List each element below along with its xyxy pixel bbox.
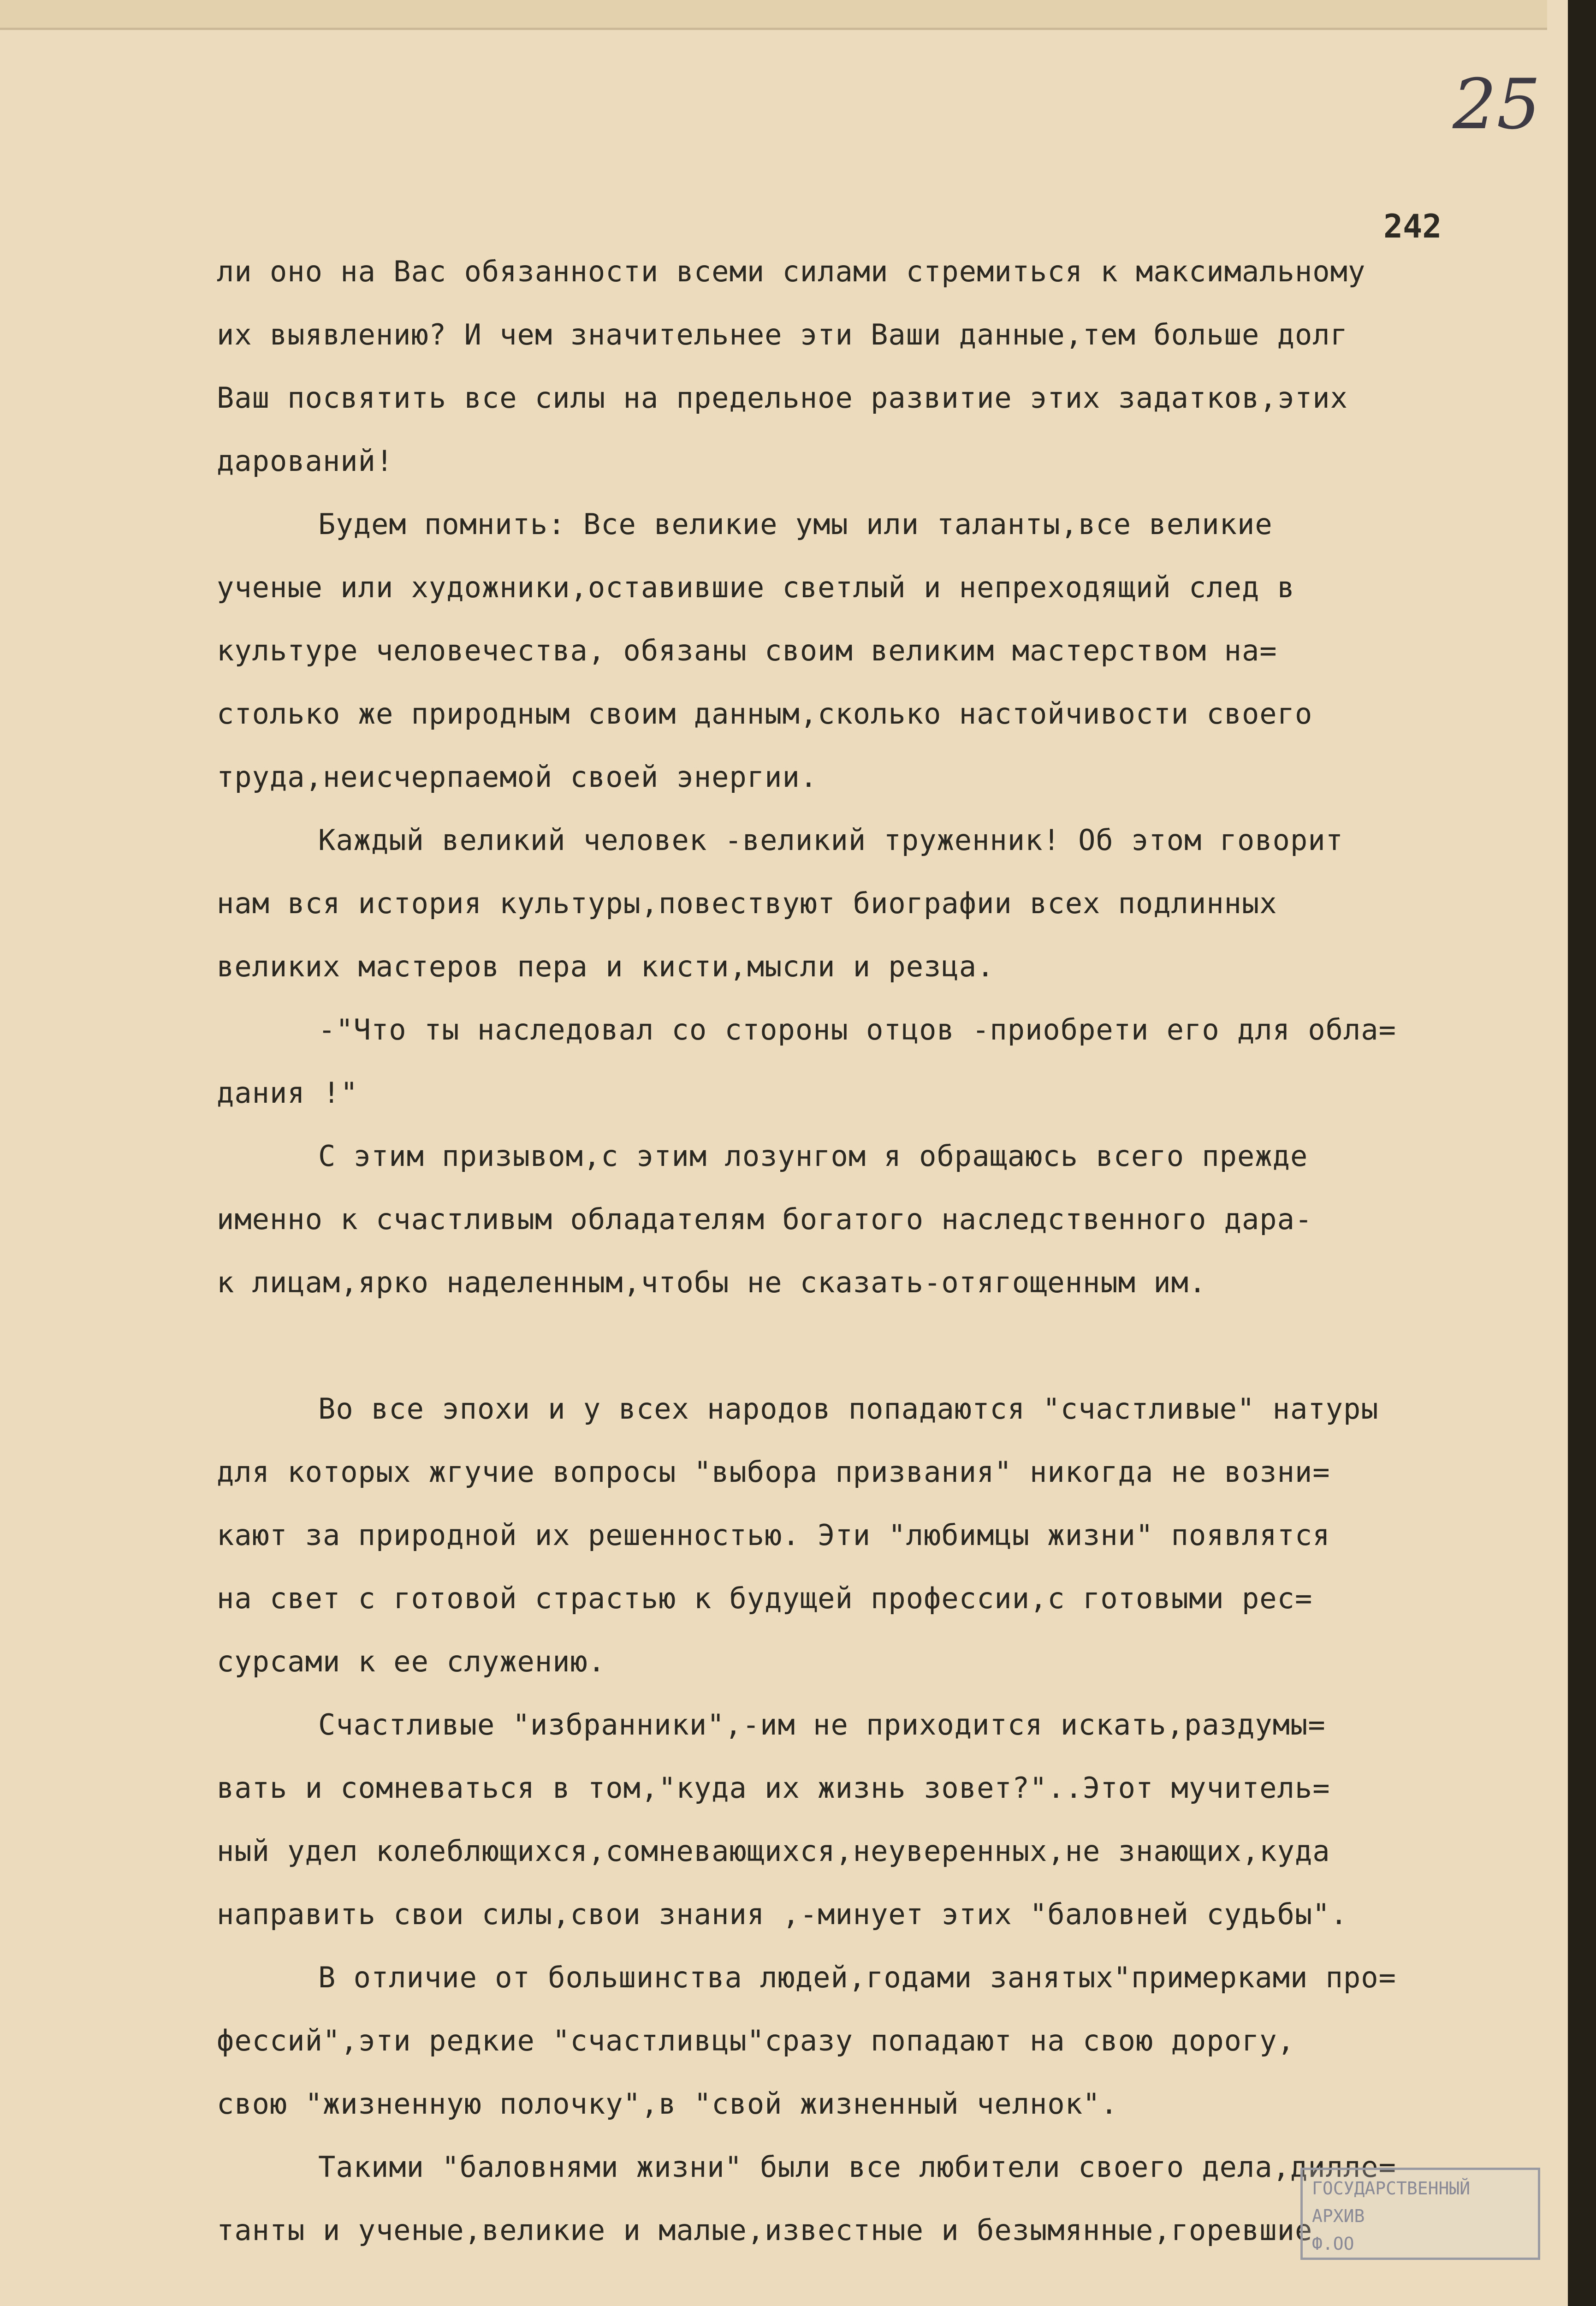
page-number: 242 [1383, 208, 1442, 245]
text-line: С этим призывом,с этим лозунгом я обращаюсь всего прежде [318, 1139, 1308, 1173]
text-line: столько же природным своим данным,сколько настойчивости своего [217, 697, 1313, 731]
typed-body-text [217, 240, 1522, 2262]
text-line: ученые или художники,оставившие светлый и непреходящий след в [217, 571, 1295, 604]
stamp-line: ГОСУДАРСТВЕННЫЙ [1312, 2178, 1471, 2199]
stamp-line: АРХИВ [1312, 2206, 1365, 2226]
text-line: ный удел колеблющихся,сомневающихся,неуверенных,не знающих,куда [217, 1834, 1330, 1868]
text-line: В отличие от большинства людей,годами занятых"примерками про= [318, 1961, 1396, 1994]
text-line: Такими "баловнями жизни" были все любители своего дела,дилле= [318, 2150, 1396, 2184]
text-line: их выявлению? И чем значительнее эти Ваши данные,тем больше долг [217, 318, 1348, 351]
text-line: именно к счастливым обладателям богатого наследственного дара- [217, 1202, 1313, 1236]
text-line [217, 1314, 1522, 1377]
text-line: свою "жизненную полочку",в "свой жизненный челнок". [217, 2087, 1118, 2121]
text-line: дарований! [217, 444, 394, 478]
text-line: кают за природной их решенностью. Эти "любимцы жизни" появлятся [217, 1518, 1330, 1552]
text-line: ли оно на Вас обязанности всеми силами стремиться к максимальному [217, 255, 1366, 288]
text-line: великих мастеров пера и кисти,мысли и резца. [217, 950, 995, 983]
handwritten-folio-number: 25 [1453, 65, 1541, 145]
text-line: дания !" [217, 1076, 358, 1110]
text-line: Во все эпохи и у всех народов попадаются "счастливые" натуры [318, 1392, 1379, 1426]
text-line: Каждый великий человек -великий труженник! Об этом говорит [318, 823, 1343, 857]
text-line: сурсами к ее служению. [217, 1645, 606, 1678]
text-line: Счастливые "избранники",-им не приходится искать,раздумы= [318, 1708, 1326, 1741]
text-line: танты и ученые,великие и малые,известные и безымянные,горевшие [217, 2213, 1313, 2247]
text-line: Ваш посвятить все силы на предельное развитие этих задатков,этих [217, 381, 1348, 415]
text-line: вать и сомневаться в том,"куда их жизнь зовет?"..Этот мучитель= [217, 1771, 1330, 1805]
text-line: фессий",эти редкие "счастливцы"сразу попадают на свою дорогу, [217, 2024, 1295, 2057]
text-line: направить свои силы,свои знания ,-минует этих "баловней судьбы". [217, 1897, 1348, 1931]
text-line: для которых жгучие вопросы "выбора призвания" никогда не возни= [217, 1455, 1330, 1489]
text-line: Будем помнить: Все великие умы или таланты,все великие [318, 507, 1273, 541]
archive-stamp [1300, 2168, 1540, 2260]
text-line: к лицам,ярко наделенным,чтобы не сказать-отягощенным им. [217, 1266, 1207, 1299]
text-line: -"Что ты наследовал со стороны отцов -приобрети его для обла= [318, 1013, 1396, 1046]
stamp-line: Ф.ОО [1312, 2234, 1354, 2254]
text-line: культуре человечества, обязаны своим великим мастерством на= [217, 634, 1277, 667]
dark-background-edge [1568, 0, 1596, 2306]
text-line: труда,неисчерпаемой своей энергии. [217, 760, 818, 794]
text-line: нам вся история культуры,повествуют биографии всех подлинных [217, 886, 1277, 920]
text-line: на свет с готовой страстью к будущей профессии,с готовыми рес= [217, 1581, 1313, 1615]
underlying-page-edge [0, 0, 1547, 30]
